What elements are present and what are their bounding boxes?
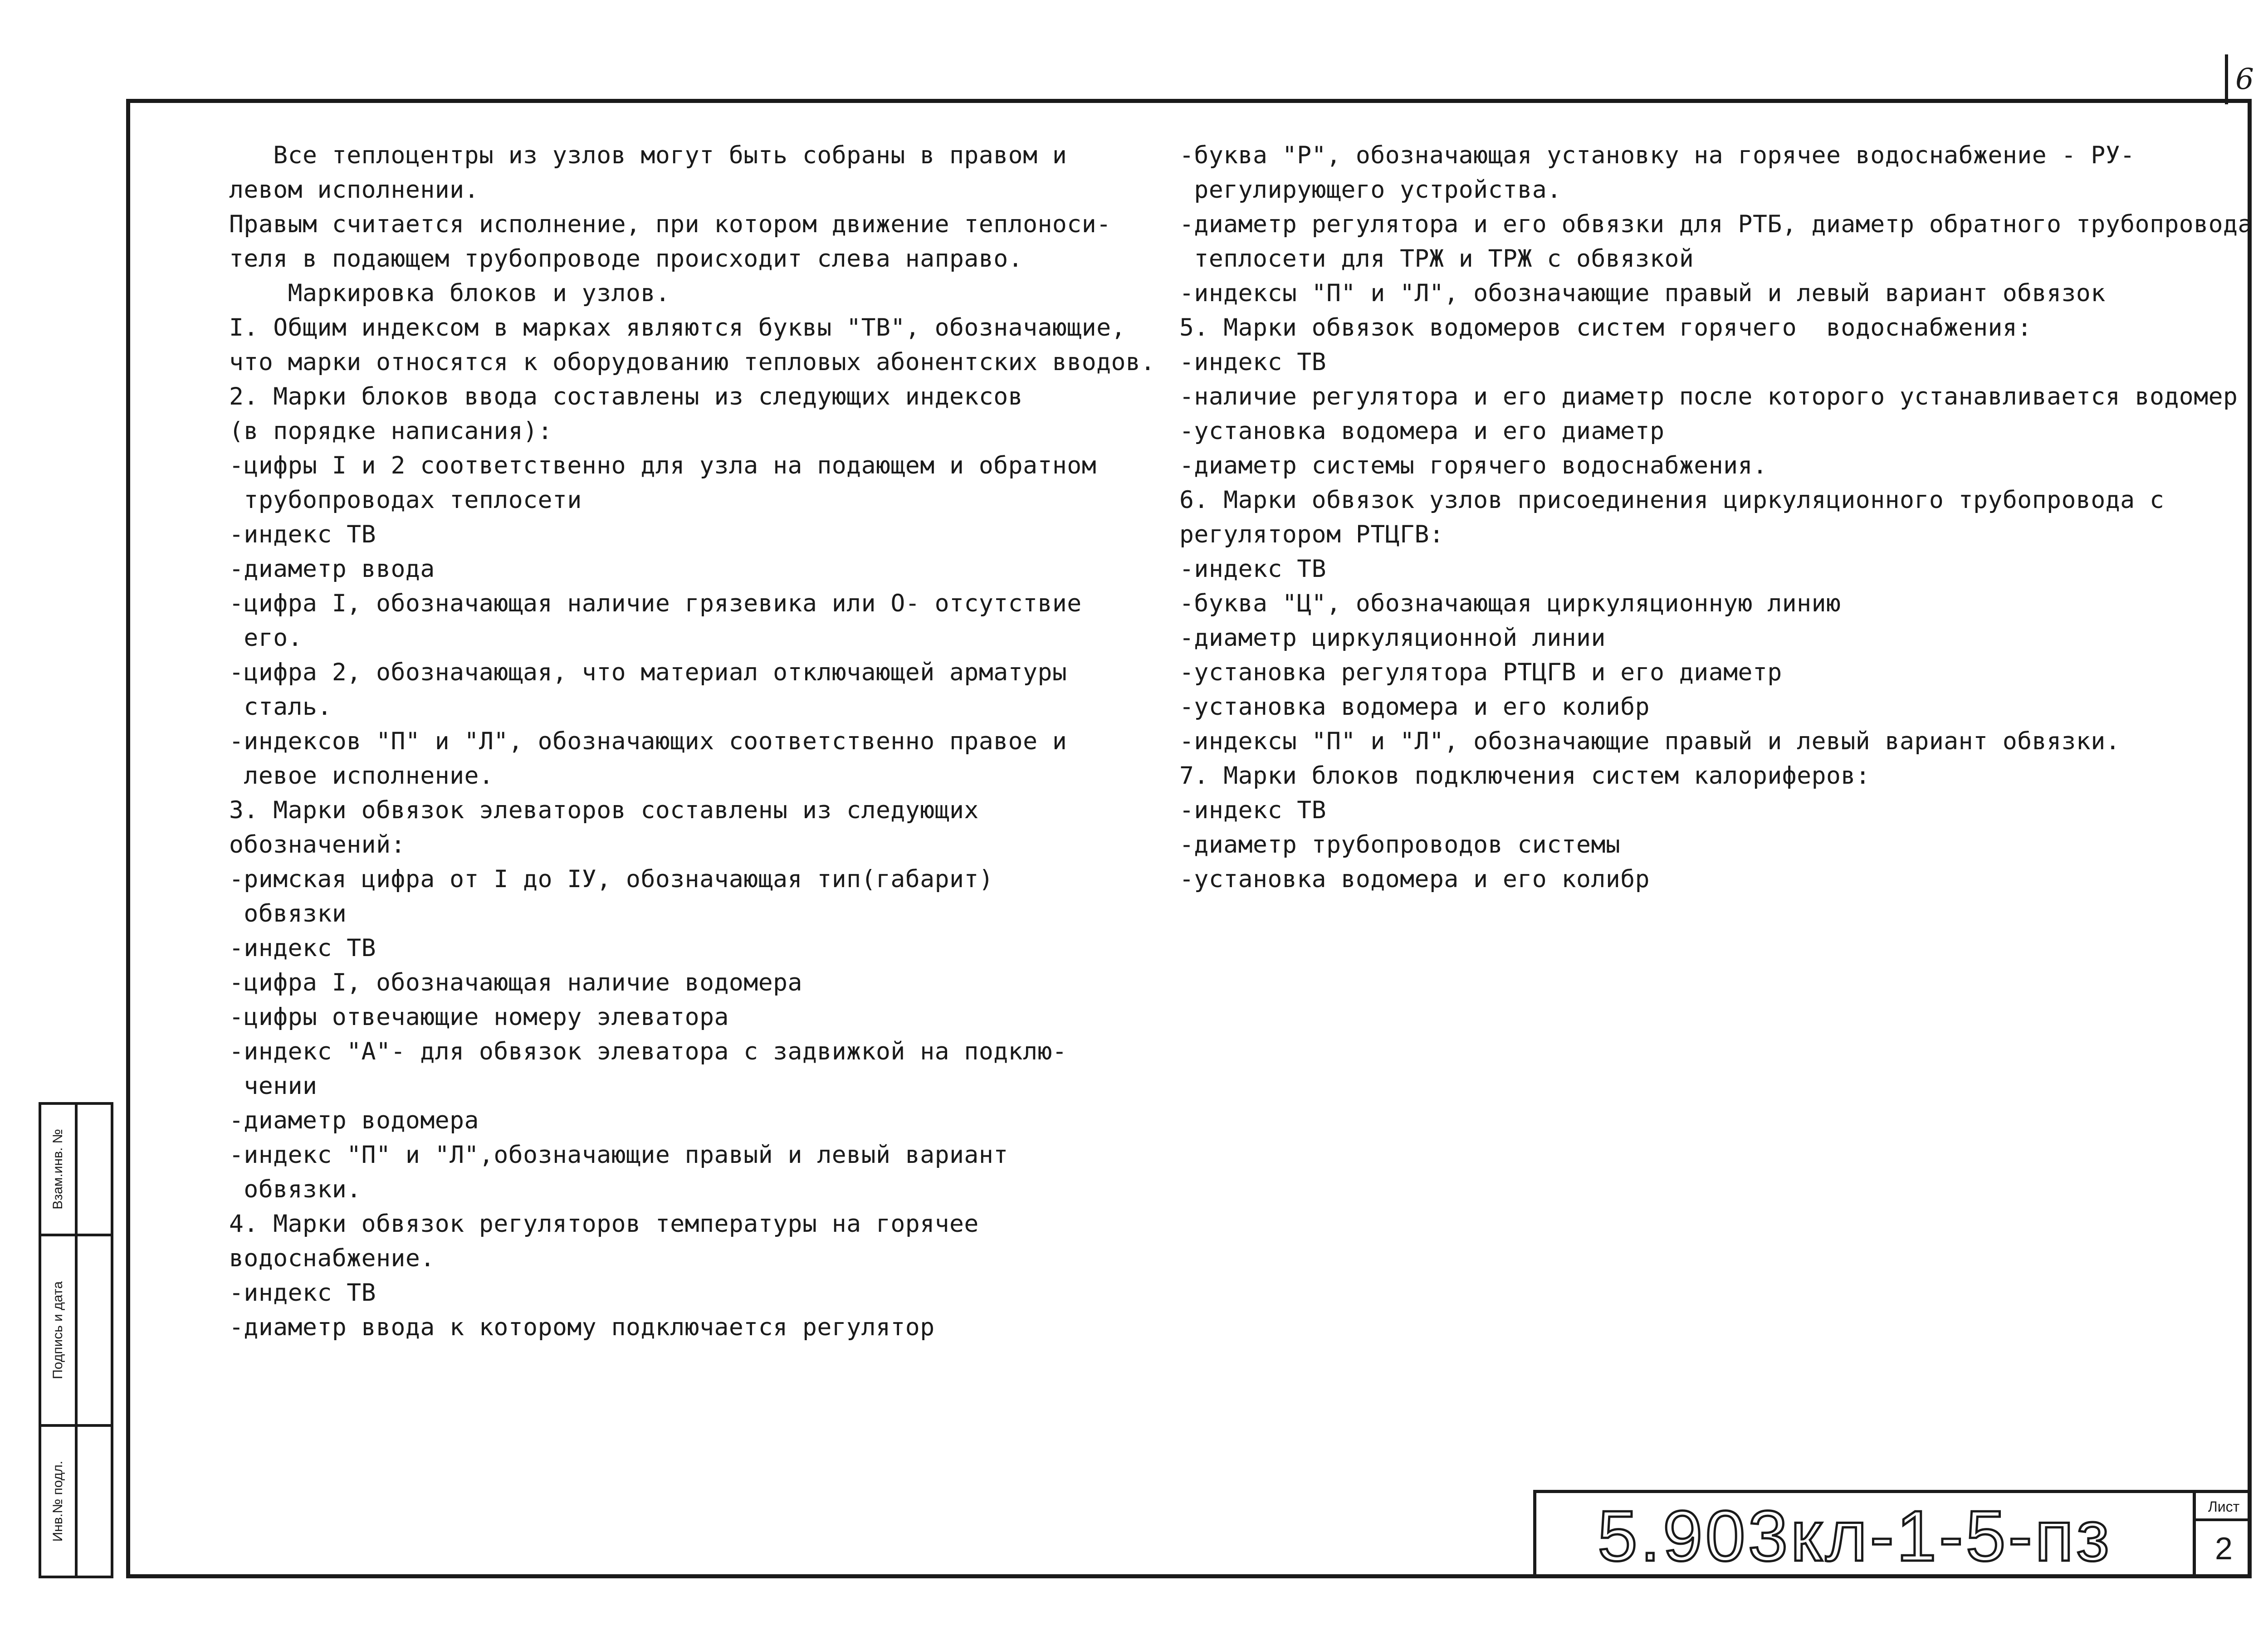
text-line: -диаметр ввода к которому подключается регулятор [229,1313,935,1341]
text-line: регулирующего устройства. [1179,176,1562,204]
text-line: -цифра I, обозначающая наличие водомера [229,969,802,996]
sheet-number: 2 [2215,1531,2233,1566]
text-line: теплосети для ТРЖ и ТРЖ с обвязкой [1179,245,1694,273]
text-line: теля в подающем трубопроводе происходит слева направо. [229,245,1023,273]
text-line: -диаметр регулятора и его обвязки для РТБ, диаметр обратного трубопровода [1179,210,2253,238]
text-line: -индекс "А"- для обвязок элеватора с задвижкой на подклю- [229,1038,1067,1065]
text-line: водоснабжение. [229,1245,435,1272]
sheet-label: Лист [2196,1493,2252,1521]
corner-sheet-number: 6 [2225,54,2261,104]
stamp-cell-replacement [41,1105,111,1236]
text-line: -цифры I и 2 соответственно для узла на подающем и обратном [229,452,1097,479]
text-line: 6. Марки обвязок узлов присоединения циркуляционного трубопровода с [1179,486,2165,514]
text-line: -индекс ТВ [1179,555,1327,583]
text-line: его. [229,624,303,652]
stamp-text-signature: Подпись и дата [50,1281,65,1379]
text-line: 5. Марки обвязок водомеров систем горячего водоснабжения: [1179,314,2032,342]
text-line: -диаметр системы горячего водоснабжения. [1179,452,1768,479]
text-line: -индексы "П" и "Л", обозначающие правый и левый вариант обвязки. [1179,727,2121,755]
text-line: 2. Марки блоков ввода составлены из следующих индексов [229,383,1023,410]
stamp-label-signature [41,1236,78,1424]
stamp-label-inventory [41,1427,78,1576]
sheet-box [2193,1493,2252,1578]
text-line: -диаметр циркуляционной линии [1179,624,1606,652]
text-line: -диаметр трубопроводов системы [1179,831,1621,859]
text-line: -индекс ТВ [229,521,376,548]
text-line: обозначений: [229,831,406,859]
text-line: -установка водомера и его колибр [1179,693,1650,721]
text-line: 7. Марки блоков подключения систем калориферов: [1179,762,1871,790]
text-line: 4. Марки обвязок регуляторов температуры на горячее [229,1210,979,1238]
text-line: сталь. [229,693,332,721]
text-line: левом исполнении. [229,176,479,204]
text-line: -индекс ТВ [1179,796,1327,824]
text-line: -установка водомера и его диаметр [1179,417,1665,445]
text-line: -индексы "П" и "Л", обозначающие правый и левый вариант обвязок [1179,279,2106,307]
text-line: -римская цифра от I до IУ, обозначающая тип(габарит) [229,865,994,893]
stamp-cell-inventory [41,1427,111,1576]
text-line: -индекс ТВ [229,1279,376,1307]
text-line: -индекс ТВ [1179,348,1327,376]
text-line: -цифры отвечающие номеру элеватора [229,1003,729,1031]
text-line: -буква "Ц", обозначающая циркуляционную линию [1179,590,1841,617]
text-line: обвязки [229,900,347,927]
title-block [1533,1490,2252,1578]
stamp-cell-signature [41,1236,111,1427]
text-line: регулятором РТЦГВ: [1179,521,1444,548]
text-line: Правым считается исполнение, при котором движение теплоноси- [229,210,1111,238]
left-text-column [229,138,1155,1345]
text-line: 3. Марки обвязок элеваторов составлены из следующих [229,796,979,824]
text-line: трубопроводах теплосети [229,486,582,514]
text-line: Маркировка блоков и узлов. [229,279,670,307]
text-line: -цифра 2, обозначающая, что материал отключающей арматуры [229,659,1067,686]
text-line: обвязки. [229,1176,362,1203]
stamp-text-inventory: Инв.№ подл. [50,1460,65,1542]
text-line: левое исполнение. [229,762,494,790]
text-line: -буква "Р", обозначающая установку на горячее водоснабжение - РУ- [1179,142,2135,169]
text-line: -установка регулятора РТЦГВ и его диаметр [1179,659,1782,686]
text-line: Все теплоцентры из узлов могут быть собраны в правом и [229,142,1067,169]
text-line: (в порядке написания): [229,417,552,445]
margin-stamp [39,1102,113,1578]
right-text-column [1179,138,2253,897]
text-line: -наличие регулятора и его диаметр после которого устанавливается водомер [1179,383,2238,410]
text-line: -диаметр водомера [229,1107,479,1134]
text-line: -диаметр ввода [229,555,435,583]
text-line: -цифра I, обозначающая наличие грязевика или О- отсутствие [229,590,1082,617]
text-line: I. Общим индексом в марках являются буквы "ТВ", обозначающие, [229,314,1126,342]
text-line: -индексов "П" и "Л", обозначающих соответственно правое и [229,727,1067,755]
document-code: 5.903кл-1-5-пз [1598,1496,2112,1576]
text-line: чении [229,1072,318,1100]
text-line: -индекс ТВ [229,934,376,962]
text-line: что марки относятся к оборудованию тепловых абонентских вводов. [229,348,1155,376]
stamp-text-replacement: Взам.инв. № [50,1129,65,1210]
text-line: -установка водомера и его колибр [1179,865,1650,893]
stamp-label-replacement [41,1105,78,1234]
text-line: -индекс "П" и "Л",обозначающие правый и левый вариант [229,1141,1008,1169]
